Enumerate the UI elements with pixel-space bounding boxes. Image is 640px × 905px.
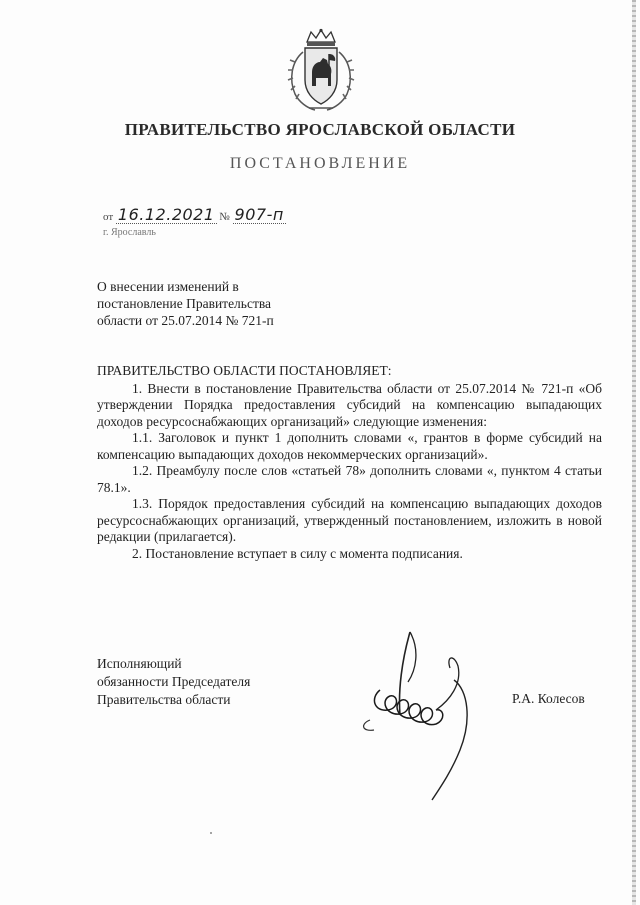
signatory-position [97, 655, 250, 709]
resolution-body [97, 363, 602, 562]
paragraph-1: 1. Внести в постановление Правительства области от 25.07.2014 № 721-п «Об утверждении Порядка предоставления субсидий на компенсацию выпадающих доходов ресурсоснабжающих организаций» следующие изменения: [97, 380, 602, 429]
position-line: Правительства области [97, 692, 231, 707]
handwritten-signature [350, 620, 500, 810]
paragraph-1-1: 1.1. Заголовок и пункт 1 дополнить словами «, грантов в форме субсидий на компенсацию выпадающих доходов некоммерческих организаций». [97, 430, 602, 462]
subject-line: области от 25.07.2014 № 721-п [97, 313, 274, 328]
subject-line: постановление Правительства [97, 296, 272, 311]
position-line: обязанности Председателя [97, 674, 251, 689]
paragraph-1-3: 1.3. Порядок предоставления субсидий на компенсацию выпадающих доходов ресурсоснабжающих организаций, утвержденный постановлением, изложить в новой редакции (прилагается). [97, 496, 602, 544]
city: г. Ярославль [103, 227, 156, 238]
subject-line: О внесении изменений в [97, 279, 239, 294]
registration-date: 16.12.2021 [117, 205, 215, 224]
date-prefix: от [103, 211, 114, 223]
registration-line [103, 205, 286, 224]
paragraph-1-2: 1.2. Преамбулу после слов «статьей 78» дополнить словами «, пунктом 4 статьи 78.1». [97, 463, 602, 495]
paragraph-2: 2. Постановление вступает в силу с момента подписания. [132, 545, 463, 561]
position-line: Исполняющий [97, 656, 182, 671]
resolution-heading: ПРАВИТЕЛЬСТВО ОБЛАСТИ ПОСТАНОВЛЯЕТ: [97, 363, 392, 378]
number-prefix: № [219, 211, 230, 223]
document-subject [97, 278, 274, 329]
scan-speck [210, 832, 212, 834]
document-type: ПОСТАНОВЛЕНИЕ [229, 155, 411, 172]
coat-of-arms-bear-icon [285, 28, 357, 114]
registration-number: 907-п [234, 205, 284, 224]
signatory-name: Р.А. Колесов [512, 691, 585, 706]
government-name: ПРАВИТЕЛЬСТВО ЯРОСЛАВСКОЙ ОБЛАСТИ [124, 120, 516, 139]
